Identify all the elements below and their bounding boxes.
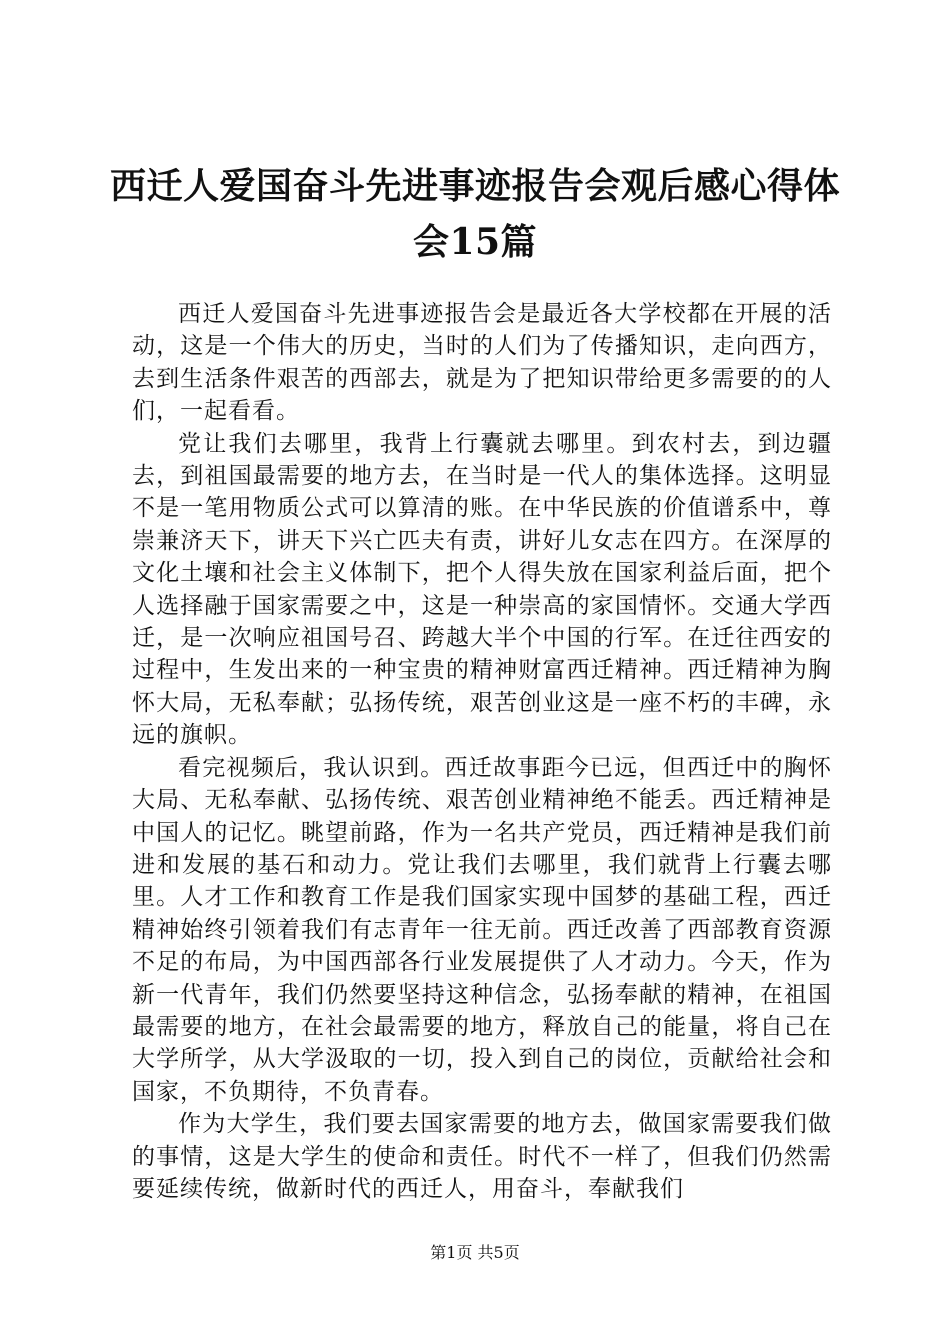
paragraph: 看完视频后，我认识到。西迁故事距今已远，但西迁中的胸怀大局、无私奉献、弘扬传统、艰苦创业精神绝不能丢。西迁精神是中国人的记忆。眺望前路，作为一名共产党员，西迁精神是我们前进和发展的基石和动力。党让我们去哪里，我们就背上行囊去哪里。人才工作和教育工作是我们国家实现中国梦的基础工程，西迁精神始终引领着我们有志青年一往无前。西迁改善了西部教育资源不足的布局，为中国西部各行业发展提供了人才动力。今天，作为新一代青年，我们仍然要坚持这种信念，弘扬奉献的精神，在祖国最需要的地方，在社会最需要的地方，释放自己的能量，将自己在大学所学，从大学汲取的一切，投入到自己的岗位，贡献给社会和国家，不负期待，不负青春。 <box>132 754 832 1105</box>
paragraph: 西迁人爱国奋斗先进事迹报告会是最近各大学校都在开展的活动，这是一个伟大的历史，当时的人们为了传播知识，走向西方，去到生活条件艰苦的西部去，就是为了把知识带给更多需要的的人们，一起看看。 <box>132 301 832 425</box>
document-body <box>132 298 832 1205</box>
paragraph: 作为大学生，我们要去国家需要的地方去，做国家需要我们做的事情，这是大学生的使命和责任。时代不一样了，但我们仍然需要延续传统，做新时代的西迁人，用奋斗，奉献我们 <box>132 1111 832 1202</box>
page-footer: 第1页 共5页 <box>430 1243 520 1262</box>
document-title: 西迁人爱国奋斗先进事迹报告会观后感心得体会15篇 <box>109 165 840 263</box>
paragraph: 党让我们去哪里，我背上行囊就去哪里。到农村去，到边疆去，到祖国最需要的地方去，在当时是一代人的集体选择。这明显不是一笔用物质公式可以算清的账。在中华民族的价值谱系中，尊崇兼济天下，讲天下兴亡匹夫有责，讲好儿女志在四方。在深厚的文化土壤和社会主义体制下，把个人得失放在国家利益后面，把个人选择融于国家需要之中，这是一种崇高的家国情怀。交通大学西迁，是一次响应祖国号召、跨越大半个中国的行军。在迁往西安的过程中，生发出来的一种宝贵的精神财富西迁精神。西迁精神为胸怀大局，无私奉献；弘扬传统，艰苦创业这是一座不朽的丰碑，永远的旗帜。 <box>132 430 832 749</box>
